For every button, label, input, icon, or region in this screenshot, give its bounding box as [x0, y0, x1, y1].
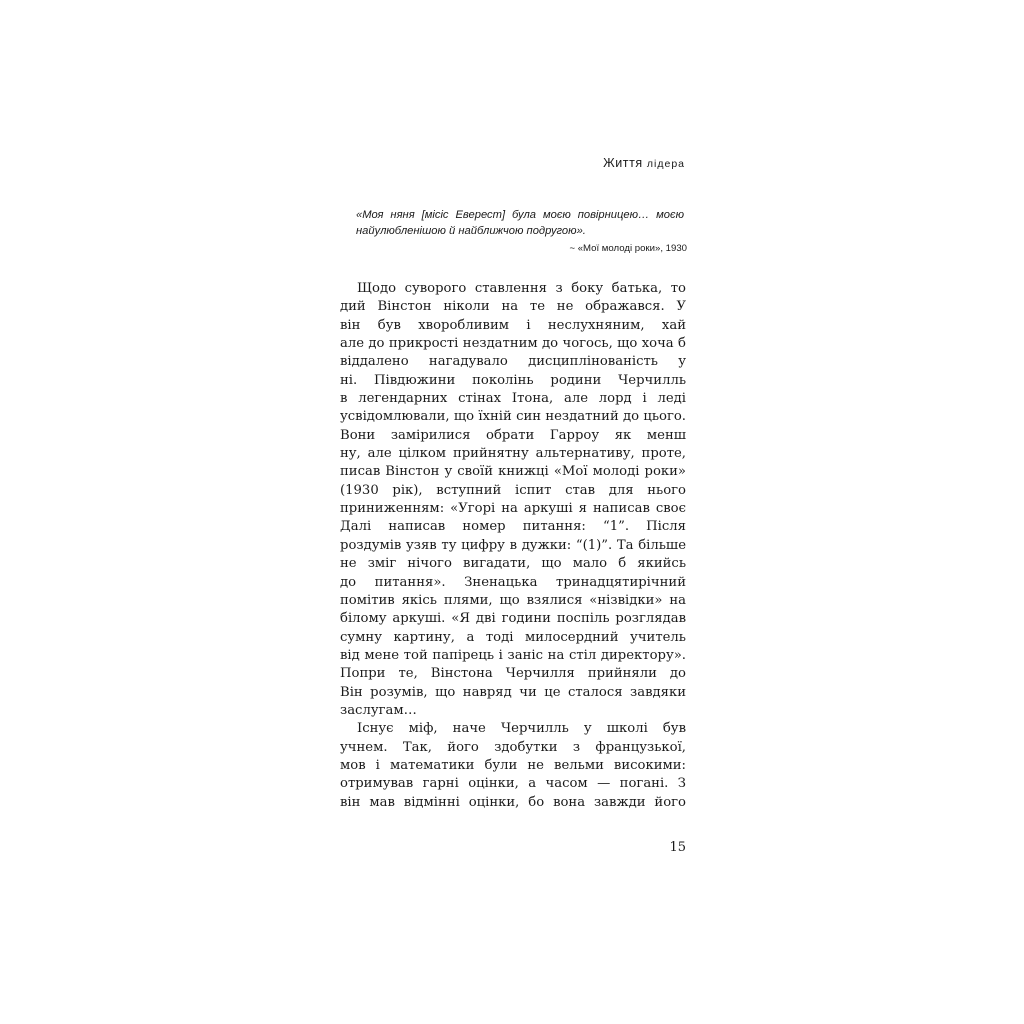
body-line: писав Вінстон у своїй книжці «Мої молоді роки»: [340, 464, 686, 480]
body-line: роздумів узяв ту цифру в дужки: “(1)”. Та більше: [340, 537, 686, 553]
body-line: учнем. Так, його здобутки з французької,: [340, 739, 686, 755]
body-line: він мав відмінні оцінки, бо вона завжди його: [340, 794, 686, 810]
body-line: віддалено нагадувало дисциплінованість у: [340, 354, 686, 370]
body-line: в легендарних стінах Ітона, але лорд і леді: [340, 391, 686, 407]
running-head-subtitle: лідера: [646, 158, 685, 170]
body-line: він був хворобливим і неслухняним, хай: [340, 317, 686, 333]
epigraph-line: найулюбленішою й найближчою подругою».: [356, 225, 586, 237]
epigraph-source: ~ «Мої молоді роки», 1930: [569, 243, 687, 254]
body-line: до питання». Зненацька тринадцятирічний: [340, 574, 686, 590]
body-line: білому аркуші. «Я дві години поспіль розглядав: [340, 611, 686, 627]
body-line: не зміг нічого вигадати, що мало б якийсь: [340, 556, 686, 572]
running-head: [603, 156, 685, 170]
running-head-title: Життя: [603, 156, 643, 170]
body-line: але до прикрості нездатним до чогось, що хоча б: [340, 336, 686, 352]
body-line: від мене той папірець і заніс на стіл директору».: [340, 647, 686, 663]
body-line: мов і математики були не вельми високими:: [340, 757, 686, 773]
body-line: Вони замірилися обрати Гарроу як менш: [340, 427, 686, 443]
body-line: ні. Півдюжини поколінь родини Черчилль: [340, 372, 686, 388]
body-line: Він розумів, що навряд чи це сталося завдяки: [340, 684, 686, 700]
body-line: заслугам…: [340, 702, 417, 718]
body-line: Попри те, Вінстона Черчилля прийняли до: [340, 666, 686, 682]
body-line: Існує міф, наче Черчилль у школі був: [357, 721, 686, 737]
body-line: Щодо суворого ставлення з боку батька, то: [357, 281, 686, 296]
epigraph-line: «Моя няня [місіс Еверест] була моєю повірницею… моєю: [356, 209, 684, 221]
body-line: отримував гарні оцінки, а часом — погані. З: [340, 776, 686, 792]
epigraph-quote: [356, 207, 684, 239]
body-line: (1930 рік), вступний іспит став для нього: [340, 482, 686, 498]
body-line: помітив якісь плями, що взялися «нізвідки» на: [340, 592, 686, 608]
body-line: приниженням: «Угорі на аркуші я написав своє: [340, 501, 686, 517]
body-line: ну, але цілком прийнятну альтернативу, проте,: [340, 446, 686, 462]
body-line: усвідомлювали, що їхній син нездатний до цього.: [340, 409, 686, 425]
body-line: Далі написав номер питання: “1”. Після: [340, 519, 686, 535]
body-text: [340, 280, 686, 812]
body-line: сумну картину, а тоді милосердний учитель: [340, 629, 686, 645]
body-line: дий Вінстон ніколи на те не ображався. У: [340, 299, 686, 315]
page-number: 15: [669, 840, 686, 855]
